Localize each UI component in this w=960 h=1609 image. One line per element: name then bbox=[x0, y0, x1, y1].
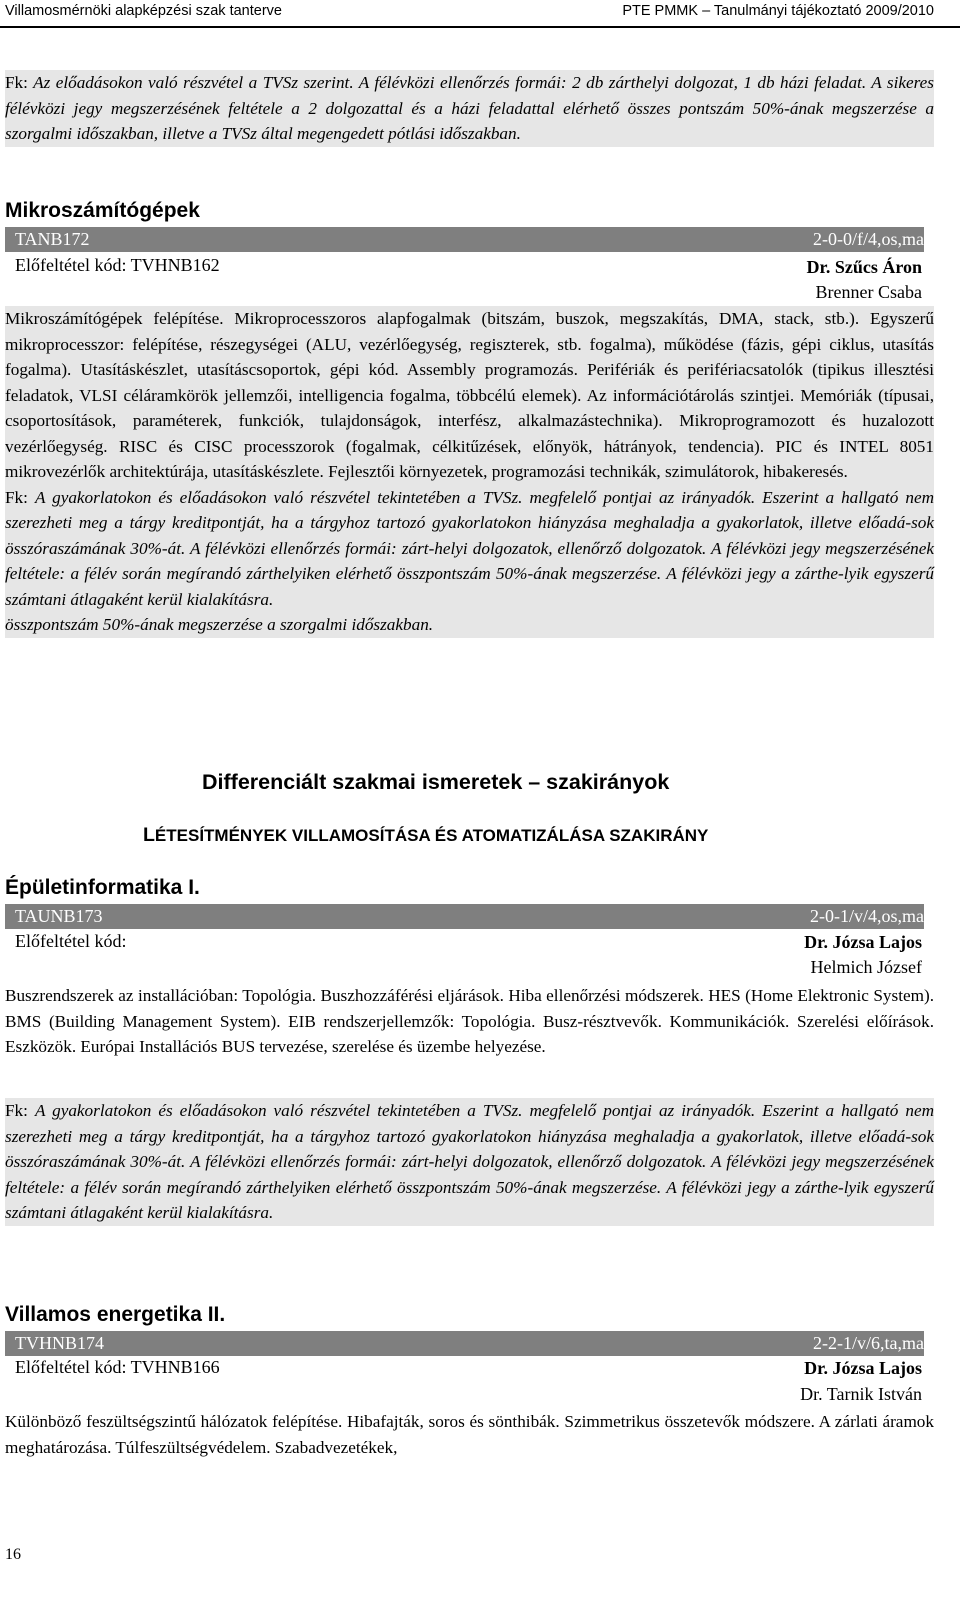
course2-description: Buszrendszerek az installációban: Topológia. Buszhozzáférési eljárások. Hiba ellenőrzési módszerek. HES (Home Elektronic System). BMS (Building Management System). EIB rendszerjellemzők: Topológia. Busz-résztvevők. Kommunikációk. Szerelési előírások. Eszközök. Európai Installációs BUS tervezése, szerelése és üzembe helyezése. bbox=[5, 986, 934, 1056]
course1-lecturer-primary: Dr. Szűcs Áron bbox=[806, 257, 922, 277]
course3-lecturer-primary: Dr. Józsa Lajos bbox=[804, 1358, 922, 1378]
course2-prereq: Előfeltétel kód: bbox=[15, 931, 127, 951]
page-number: 16 bbox=[5, 1546, 21, 1563]
specialization-title-initial: L bbox=[143, 824, 155, 846]
course3-credits: 2-2-1/v/6,ta,ma bbox=[813, 1333, 924, 1353]
course1-description-text: Mikroszámítógépek felépítése. Mikroprocesszoros alapfogalmak (bitszám, buszok, megszakítás, DMA, stack, stb.). Egyszerű mikroprocesszor: felépítése, részegységei (ALU, vezérlőegység, regiszterek, stb. fogalma), működése (fázis, gépi ciklus, utasítás fogalma). Utasításkészlet, utasításcsoportok, gépi kód. Assembly programozás. Perifériák és perifériacsatolók (tipikus illesztési feladatok, VLSI céláramkörök jellemzői, intelligencia fogalma, többcélú elemek). Az információtárolás szintjei. Memóriák (típusai, csoportosítások, paraméterek, funkciók, tulajdonságok, interfész, alkalmazástechnika). Mikroprogramozott és huzalozott vezérlőegység. RISC és CISC processzorok (fogalmak, célkitűzések, előnyök, hátrányok, tendencia). PIC és INTEL 8051 mikrovezérlők architektúrája, utasításkészlete. Fejlesztői környezetek, programozási technikák, szimulátorok, hibakeresés. bbox=[5, 309, 934, 481]
running-header bbox=[0, 0, 960, 28]
intro-paragraph bbox=[5, 70, 934, 147]
course1-extra-line: összpontszám 50%-ának megszerzése a szorgalmi időszakban. bbox=[5, 615, 434, 634]
course1-fk-text: A gyakorlatokon és előadásokon való részvétel tekintetében a TVSz. megfelelő pontjai az irányadók. Eszerint a hallgató nem szerezheti meg a tárgy kreditpontját, ha a tárgyhoz tartozó gyakorlatokon hiányzása meghaladja a gyakorlatok, illetve előadá-sok összóraszámának 30%-át. A félévközi ellenőrzés formái: zárt-helyi dolgozatok, ellenőrző dolgozatok. A félévközi jegy megszerzésének feltétele: a félév során megírandó zárthelyiken elérhető összpontszám 50%-ának megszerzése. A félévközi jegy a zárthe-lyik egyszerű számtani átlagaként kerül kialakításra. bbox=[5, 487, 935, 609]
intro-fk-label: Fk: bbox=[5, 73, 28, 92]
course1-code: TANB172 bbox=[15, 229, 90, 249]
course2-fk-text: A gyakorlatokon és előadásokon való részvétel tekintetében a TVSz. megfelelő pontjai az irányadók. Eszerint a hallgató nem szerezheti meg a tárgy kreditpontját, ha a tárgyhoz tartozó gyakorlatokon hiányzása meghaladja a gyakorlatok, illetve előadá-sok összóraszámának 30%-át. A félévközi ellenőrzés formái: zárt-helyi dolgozatok, ellenőrző dolgozatok. A félévközi jegy megszerzésének feltétele: a félév során megírandó zárthelyiken elérhető összpontszám 50%-ának megszerzése. A félévközi jegy a zárthe-lyik egyszerű számtani átlagaként kerül kialakításra. bbox=[5, 1101, 935, 1222]
course1-fk-label: Fk: bbox=[5, 487, 28, 507]
course1-title: Mikroszámítógépek bbox=[5, 199, 200, 222]
intro-text: Az előadásokon való részvétel a TVSz szerint. A félévközi ellenőrzés formái: 2 db zárthelyi dolgozat, 1 db házi feladat. A sikeres félévközi jegy megszerzésének feltétele a 2 dolgozattal és a házi feladattal elérhető összes pontszám 50%-ának megszerzése a szorgalmi időszakban, illetve a TVSz által megengedett pótlási időszakban. bbox=[5, 73, 934, 143]
course2-credits: 2-0-1/v/4,os,ma bbox=[810, 906, 924, 926]
course3-description: Különböző feszültségszintű hálózatok felépítése. Hibafajták, soros és sönthibák. Szimmetrikus összetevők módszere. A zárlati áramok meghatározása. Túlfeszültségvédelem. Szabadvezetékek, bbox=[5, 1412, 934, 1457]
course3-prereq: Előfeltétel kód: TVHNB166 bbox=[15, 1357, 220, 1377]
course1-description bbox=[5, 306, 934, 638]
course2-lecturer-secondary: Helmich József bbox=[810, 957, 922, 977]
header-right: PTE PMMK – Tanulmányi tájékoztató 2009/2010 bbox=[622, 3, 934, 19]
course2-fk-label: Fk: bbox=[5, 1101, 28, 1120]
course3-title: Villamos energetika II. bbox=[5, 1303, 226, 1326]
course3-code-bar bbox=[5, 1331, 924, 1356]
course3-lecturer-secondary: Dr. Tarnik István bbox=[800, 1384, 922, 1404]
section-title: Differenciált szakmai ismeretek – szakirányok bbox=[202, 770, 670, 794]
course1-lecturer-secondary: Brenner Csaba bbox=[815, 282, 922, 302]
course2-fk-paragraph bbox=[5, 1098, 934, 1226]
specialization-title-rest: ÉTESÍTMÉNYEK VILLAMOSÍTÁSA ÉS ATOMATIZÁLÁSA SZAKIRÁNY bbox=[154, 826, 709, 845]
course2-title: Épületinformatika I. bbox=[5, 876, 200, 899]
course1-code-bar bbox=[5, 227, 924, 252]
specialization-title bbox=[143, 824, 708, 847]
course2-code-bar bbox=[5, 904, 924, 929]
course2-lecturer-primary: Dr. Józsa Lajos bbox=[804, 932, 922, 952]
course3-code: TVHNB174 bbox=[15, 1333, 104, 1353]
course2-code: TAUNB173 bbox=[15, 906, 103, 926]
course1-credits: 2-0-0/f/4,os,ma bbox=[813, 229, 924, 249]
header-left: Villamosmérnöki alapképzési szak tanterve bbox=[5, 3, 282, 19]
course1-prereq: Előfeltétel kód: TVHNB162 bbox=[15, 255, 220, 275]
